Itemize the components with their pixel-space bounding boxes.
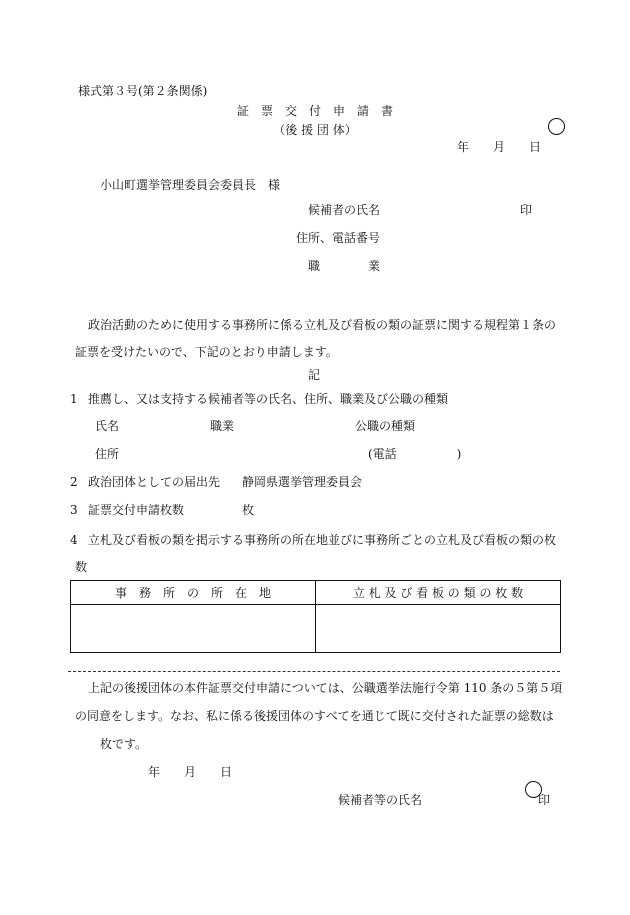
applicant-occupation-label: 職 業 [308, 259, 381, 273]
item-number: 2 [70, 475, 78, 489]
sheet-count-unit: 枚 [242, 503, 255, 517]
body-line: 政治活動のために使用する事務所に係る立札及び看板の類の証票に関する規程第１条の [88, 318, 557, 332]
candidate-occupation-label: 職業 [210, 419, 235, 433]
seal-circle-icon [548, 118, 565, 135]
table-header-office-location: 事 務 所 の 所 在 地 [71, 581, 316, 605]
form-number: 様式第３号(第２条関係) [78, 84, 208, 98]
item-text: 証票交付申請枚数 [88, 503, 185, 517]
public-office-type-label: 公職の種類 [355, 419, 416, 433]
ki-heading: 記 [308, 368, 321, 382]
body-line: 証票を受けたいので、下記のとおり申請します。 [75, 345, 338, 359]
candidate-name-label: 氏名 [95, 419, 120, 433]
item-text: 推薦し、又は支持する候補者等の氏名、住所、職業及び公職の種類 [88, 392, 449, 406]
addressee: 小山町選挙管理委員会委員長 様 [100, 178, 281, 192]
consent-line: 枚です。 [100, 737, 148, 751]
table-cell-office-location [71, 605, 316, 652]
application-date: 年 月 日 [457, 140, 542, 154]
candidate-phone-label: (電話 ) [368, 447, 462, 461]
office-sign-table [70, 580, 561, 653]
applicant-seal-mark: 印 [520, 203, 533, 217]
dashed-divider [68, 671, 560, 672]
consent-seal-mark: 印 [538, 793, 551, 807]
item-text: 政治団体としての届出先 [88, 475, 221, 489]
item-text-continued: 数 [75, 560, 88, 574]
table-cell-sign-count [316, 605, 560, 652]
item-text: 立札及び看板の類を掲示する事務所の所在地並びに事務所ごとの立札及び看板の類の枚 [88, 533, 557, 547]
item-number: 1 [70, 392, 78, 406]
consent-line: 上記の後援団体の本件証票交付申請については、公職選挙法施行令第 110 条の５第５項 [88, 681, 563, 695]
item-number: 3 [70, 503, 78, 517]
item-number: 4 [70, 533, 78, 547]
consent-name-label: 候補者等の氏名 [338, 793, 423, 807]
form-title: 証 票 交 付 申 請 書 [236, 104, 393, 118]
consent-date: 年 月 日 [148, 765, 233, 779]
candidate-address-label: 住所 [95, 447, 120, 461]
table-header-sign-count: 立 札 及 び 看 板 の 類 の 枚 数 [316, 581, 560, 605]
form-subtitle: （後 援 団 体） [273, 123, 357, 137]
consent-line: の同意をします。なお、私に係る後援団体のすべてを通じて既に交付された証票の総数は [75, 709, 554, 723]
applicant-name-label: 候補者の氏名 [308, 203, 381, 217]
registration-destination: 静岡県選挙管理委員会 [242, 475, 363, 489]
applicant-address-label: 住所、電話番号 [296, 231, 381, 245]
